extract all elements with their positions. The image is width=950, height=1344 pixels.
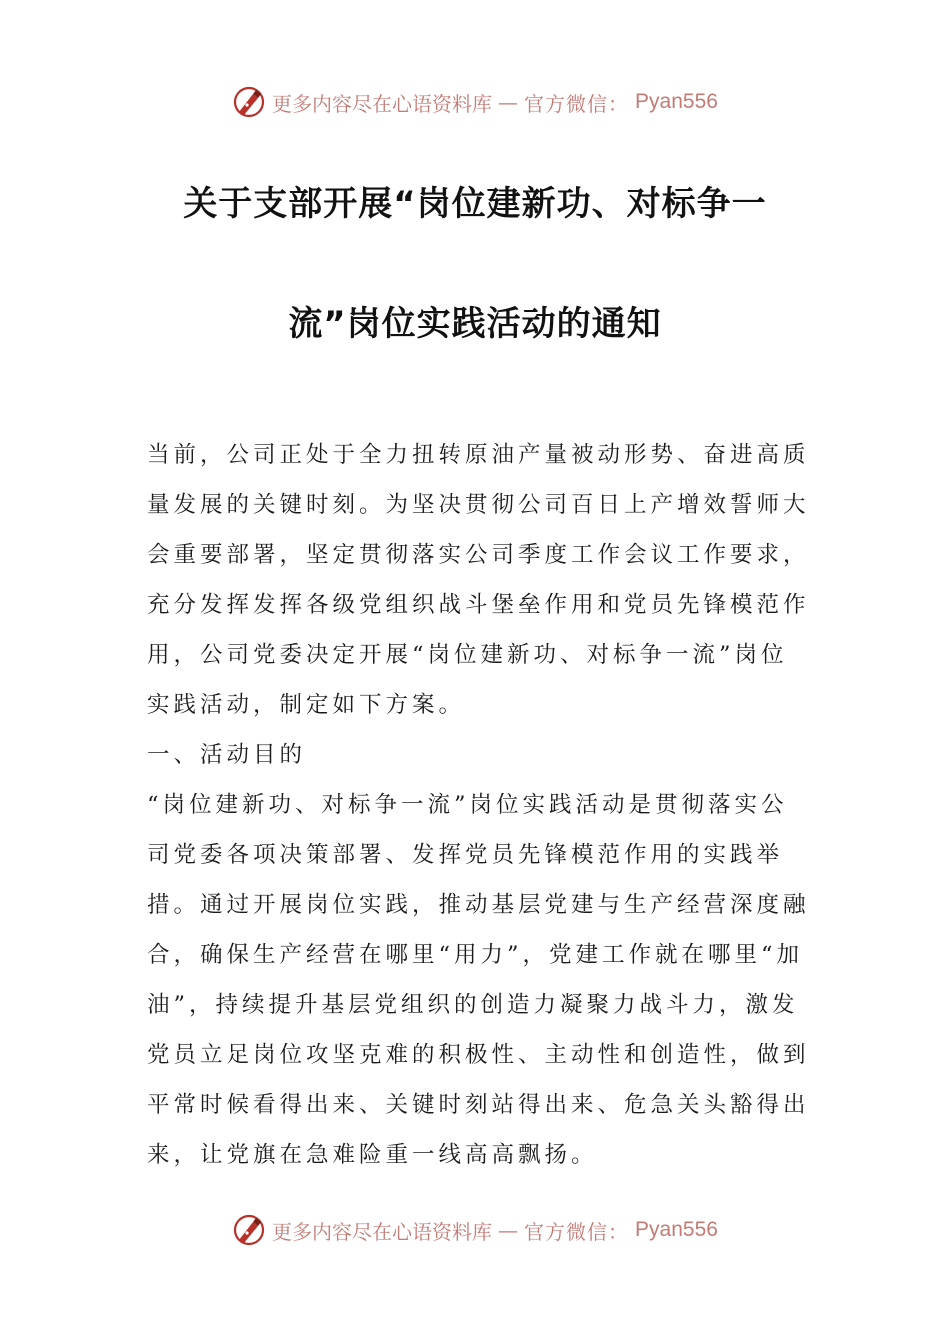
watermark-suffix: 官方微信：	[524, 91, 630, 116]
document-title-line-1: 关于支部开展“岗位建新功、对标争一	[183, 184, 767, 224]
section-1-heading: 一、活动目的	[147, 742, 307, 768]
watermark-suffix: 官方微信：	[524, 1219, 630, 1244]
watermark-footer	[0, 1210, 950, 1250]
watermark-handle: Pyan556	[635, 1218, 718, 1241]
document-body	[147, 430, 811, 1180]
pen-nib-logo-icon	[232, 1213, 266, 1247]
watermark-dash: —	[498, 90, 519, 114]
watermark-header	[0, 82, 950, 122]
pen-nib-logo-icon	[232, 85, 266, 119]
document-title-line-2: 流”岗位实践活动的通知	[288, 304, 662, 344]
intro-paragraph: 当前，公司正处于全力扭转原油产量被动形势、奋进高质量发展的关键时刻。为坚决贯彻公司百日上产增效誓师大会重要部署，坚定贯彻落实公司季度工作会议工作要求，充分发挥发挥各级党组织战斗堡垒作用和党员先锋模范作用，公司党委决定开展“岗位建新功、对标争一流”岗位实践活动，制定如下方案。	[147, 442, 810, 718]
watermark-handle: Pyan556	[635, 90, 718, 113]
section-1-paragraph: “岗位建新功、对标争一流”岗位实践活动是贯彻落实公司党委各项决策部署、发挥党员先锋模范作用的实践举措。通过开展岗位实践，推动基层党建与生产经营深度融合，确保生产经营在哪里“用力”，党建工作就在哪里“加油”，持续提升基层党组织的创造力凝聚力战斗力，激发党员立足岗位攻坚克难的积极性、主动性和创造性，做到平常时候看得出来、关键时刻站得出来、危急关头豁得出来，让党旗在急难险重一线高高飘扬。	[147, 792, 810, 1168]
watermark-dash: —	[498, 1218, 519, 1242]
watermark-prefix: 更多内容尽在心语资料库	[272, 1219, 493, 1244]
watermark-prefix: 更多内容尽在心语资料库	[272, 91, 493, 116]
